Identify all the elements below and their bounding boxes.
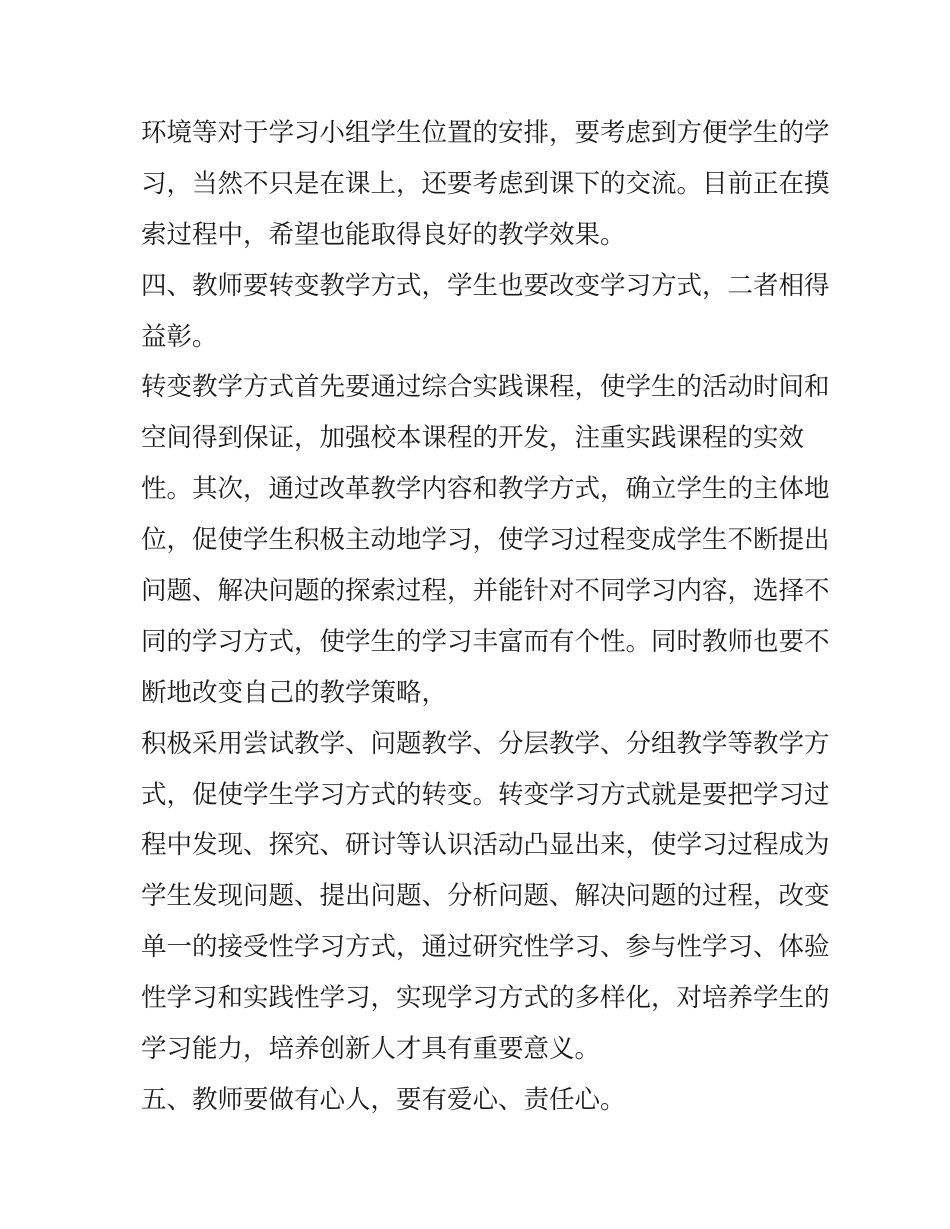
text-line: 程中发现、探究、研讨等认识活动凸显出来，使学习过程成为 <box>141 830 830 861</box>
section-heading-four-cont: 益彰。 <box>141 321 218 352</box>
text-line: 环境等对于学习小组学生位置的安排，要考虑到方便学生的学 <box>141 118 830 148</box>
text-line: 学习能力，培养创新人才具有重要意义。 <box>141 1034 601 1065</box>
body-text <box>141 108 830 1126</box>
text-line: 性。其次，通过改革教学内容和教学方式，确立学生的主体地 <box>141 474 830 505</box>
text-line: 积极采用尝试教学、问题教学、分层教学、分组教学等教学方 <box>141 728 830 759</box>
text-line: 空间得到保证，加强校本课程的开发，注重实践课程的实效 <box>141 423 805 454</box>
text-line: 转变教学方式首先要通过综合实践课程，使学生的活动时间和 <box>141 372 830 403</box>
text-line: 位，促使学生积极主动地学习，使学习过程变成学生不断提出 <box>141 525 830 556</box>
text-line: 性学习和实践性学习，实现学习方式的多样化，对培养学生的 <box>141 983 830 1014</box>
section-heading-four: 四、教师要转变教学方式，学生也要改变学习方式，二者相得 <box>141 270 830 301</box>
text-line: 式，促使学生学习方式的转变。转变学习方式就是要把学习过 <box>141 779 830 810</box>
text-line: 问题、解决问题的探索过程，并能针对不同学习内容，选择不 <box>141 576 830 607</box>
text-line: 索过程中，希望也能取得良好的教学效果。 <box>141 219 626 250</box>
text-line: 同的学习方式，使学生的学习丰富而有个性。同时教师也要不 <box>141 626 830 657</box>
text-line: 学生发现问题、提出问题、分析问题、解决问题的过程，改变 <box>141 881 830 912</box>
text-line: 单一的接受性学习方式，通过研究性学习、参与性学习、体验 <box>141 932 830 963</box>
text-line: 习，当然不只是在课上，还要考虑到课下的交流。目前正在摸 <box>141 168 830 199</box>
text-line: 断地改变自己的教学策略， <box>141 677 448 708</box>
section-heading-five: 五、教师要做有心人，要有爱心、责任心。 <box>141 1084 626 1115</box>
